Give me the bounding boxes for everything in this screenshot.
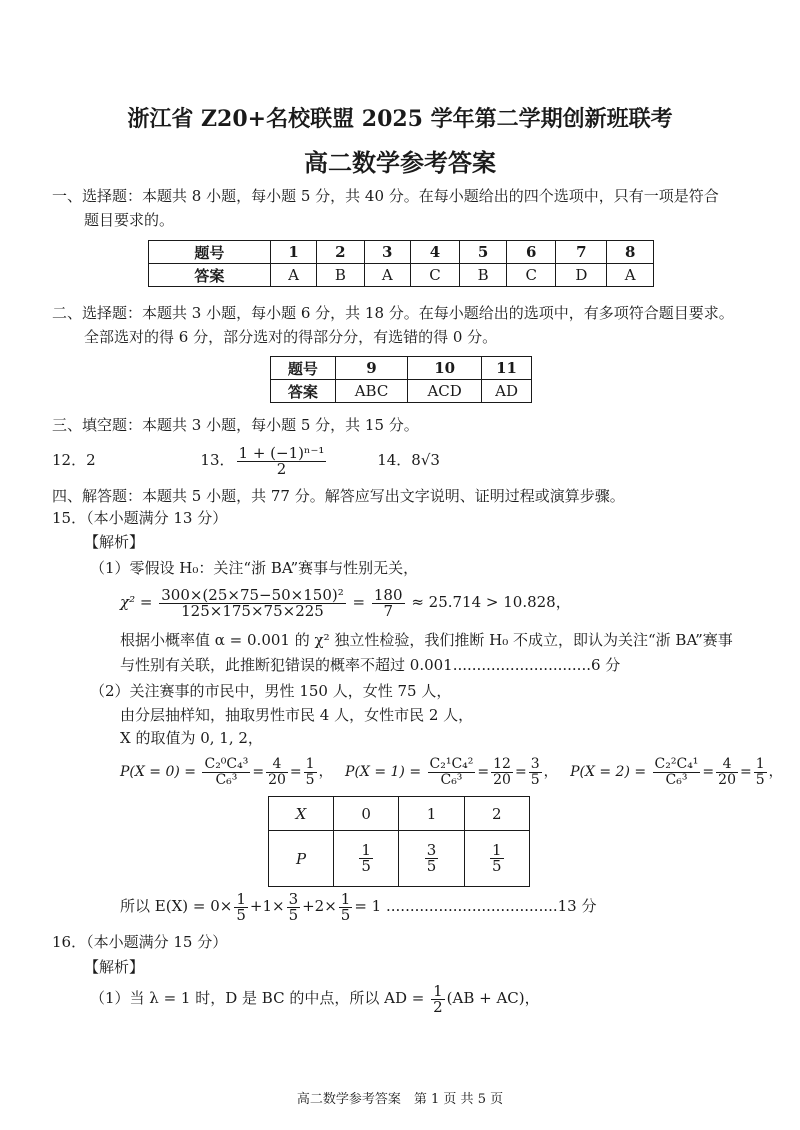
ex-term3: +2× xyxy=(302,897,337,915)
q15-part1-conclusion-2: 与性别有关联，此推断犯错误的概率不超过 0.001.............................6 分 xyxy=(120,656,621,674)
page-title: 高二数学参考答案 xyxy=(304,148,496,177)
fraction-numerator: 1 xyxy=(305,755,315,772)
dist-p-cell xyxy=(334,831,399,887)
ex-fraction-2 xyxy=(287,889,301,924)
dist-x-label: X xyxy=(269,797,334,831)
fraction-numerator: 1 xyxy=(340,889,351,908)
q16-analysis-label: 【解析】 xyxy=(84,958,145,976)
choice-answer-table-2 xyxy=(270,356,532,403)
answer-cell: C xyxy=(411,264,460,287)
dist-p-label: P xyxy=(269,831,334,887)
fraction-denominator: 20 xyxy=(268,771,286,788)
fraction-denominator: 5 xyxy=(305,771,315,788)
q15-part2-b: 由分层抽样知，抽取男性市民 4 人，女性市民 2 人， xyxy=(120,706,474,724)
q16-part1-pre: （1）当 λ = 1 时，D 是 BC 的中点，所以 AD = xyxy=(90,989,425,1007)
question-cell: 1 xyxy=(270,241,317,264)
answer-cell: AD xyxy=(482,380,532,403)
fraction-numerator: 1 xyxy=(755,755,765,772)
equals: = xyxy=(477,764,490,780)
answer-cell: D xyxy=(556,264,607,287)
px2-fraction xyxy=(653,757,701,788)
px2-lhs: P(X = 2) = xyxy=(570,764,647,780)
equals: = xyxy=(352,593,366,611)
equals: = xyxy=(739,764,752,780)
q16-part1-post: (AB + AC)， xyxy=(446,989,540,1007)
question-cell: 10 xyxy=(408,357,482,380)
fraction-numerator: C₂²C₄¹ xyxy=(654,755,699,772)
equals: = xyxy=(514,764,527,780)
fraction-numerator: 1 xyxy=(361,841,371,859)
section3-line1: 三、填空题：本题共 3 小题，每小题 5 分，共 15 分。 xyxy=(52,416,419,434)
equals: = xyxy=(252,764,265,780)
q15-part2: （2）关注赛事的市民中，男性 150 人，女性 75 人， xyxy=(90,682,452,700)
question-cell: 6 xyxy=(507,241,556,264)
ex-fraction-3 xyxy=(339,889,353,924)
question-cell: 8 xyxy=(607,241,654,264)
comma: ， xyxy=(318,764,333,780)
row-label-question: 题号 xyxy=(271,357,336,380)
fraction-denominator: C₆³ xyxy=(665,771,688,788)
fraction-denominator: 5 xyxy=(361,857,371,875)
px0-lhs: P(X = 0) = xyxy=(120,764,197,780)
chi-fraction xyxy=(159,585,346,620)
question-cell: 7 xyxy=(556,241,607,264)
fraction-denominator: 2 xyxy=(276,459,287,478)
fraction-numerator: C₂¹C₄² xyxy=(429,755,474,772)
answer-cell: ABC xyxy=(335,380,407,403)
answer-12: 12．2 xyxy=(52,451,96,469)
fraction-numerator: 12 xyxy=(493,755,511,772)
fraction-numerator: 1 xyxy=(492,841,502,859)
px0-fraction-3 xyxy=(304,757,317,788)
fraction-numerator: C₂⁰C₄³ xyxy=(204,755,249,772)
expectation-formula xyxy=(120,888,597,924)
q16-fraction xyxy=(431,981,445,1016)
fraction-numerator: 3 xyxy=(288,889,299,908)
fraction-denominator: C₆³ xyxy=(440,771,463,788)
fraction-numerator: 3 xyxy=(426,841,437,859)
q15-part1-conclusion: 根据小概率值 α = 0.001 的 χ² 独立性检验，我们推断 H₀ 不成立，即认为关注“浙 BA”赛事 xyxy=(120,631,733,649)
answer-cell: ACD xyxy=(408,380,482,403)
ex-pre: 所以 E(X) = 0× xyxy=(120,897,233,915)
distribution-table xyxy=(268,796,530,887)
chi-result: ≈ 25.714 > 10.828， xyxy=(411,593,571,611)
dist-x-cell: 0 xyxy=(334,797,399,831)
section2-line1: 二、选择题：本题共 3 小题，每小题 6 分，共 18 分。在每小题给出的选项中，有多项符合题目要求。 xyxy=(52,304,734,322)
fraction-numerator: 3 xyxy=(530,755,540,772)
question-cell: 4 xyxy=(411,241,460,264)
fraction-denominator: 5 xyxy=(236,905,246,924)
choice-answer-table-1 xyxy=(148,240,654,287)
px2-fraction-3 xyxy=(754,757,767,788)
dist-x-cell: 1 xyxy=(399,797,464,831)
row-label-question: 题号 xyxy=(149,241,271,264)
fraction-denominator: 5 xyxy=(288,905,299,924)
q16-part1 xyxy=(90,980,540,1016)
fraction-denominator: 20 xyxy=(493,771,511,788)
fraction-denominator: 125×175×75×225 xyxy=(181,601,324,620)
q15-part2-c: X 的取值为 0, 1, 2， xyxy=(120,729,263,747)
q15-analysis-label: 【解析】 xyxy=(84,533,145,551)
q16-header: 16．（本小题满分 15 分） xyxy=(52,933,228,951)
px1-fraction-3 xyxy=(529,757,542,788)
fraction-denominator: 5 xyxy=(426,857,437,875)
question-cell: 9 xyxy=(335,357,407,380)
chi-square-formula xyxy=(120,584,571,620)
ex-fraction-1 xyxy=(234,889,248,924)
section1-line1: 一、选择题：本题共 8 小题，每小题 5 分，共 40 分。在每小题给出的四个选项中，只有一项是符合 xyxy=(52,187,719,205)
fraction-numerator: 180 xyxy=(373,585,403,604)
ex-post: = 1 ....................................13 分 xyxy=(354,897,597,915)
q15-part1: （1）零假设 H₀：关注“浙 BA”赛事与性别无关， xyxy=(90,559,419,577)
exam-title: 浙江省 Z20+名校联盟 2025 学年第二学期创新班联考 xyxy=(127,106,673,132)
answer-cell: B xyxy=(460,264,507,287)
px0-fraction-2 xyxy=(266,757,288,788)
answer-13-fraction xyxy=(237,443,327,478)
question-cell: 2 xyxy=(317,241,364,264)
px0-fraction xyxy=(202,757,250,788)
dist-p-cell xyxy=(399,831,464,887)
px1-fraction-2 xyxy=(491,757,513,788)
equals: = xyxy=(702,764,715,780)
fraction-denominator: 20 xyxy=(718,771,736,788)
page-footer: 高二数学参考答案 第 1 页 共 5 页 xyxy=(296,1092,504,1107)
dist-p-fraction xyxy=(425,843,439,874)
answer-14: 14．8√3 xyxy=(377,451,440,469)
fraction-numerator: 4 xyxy=(266,757,288,773)
section4-line1: 四、解答题：本题共 5 小题，共 77 分。解答应写出文字说明、证明过程或演算步骤。 xyxy=(52,487,625,505)
question-cell: 5 xyxy=(460,241,507,264)
section1-line2: 题目要求的。 xyxy=(84,211,175,229)
answer-cell: A xyxy=(607,264,654,287)
chi-lhs: χ² = xyxy=(120,593,153,611)
dist-p-cell xyxy=(464,831,529,887)
fraction-numerator: 4 xyxy=(716,757,738,773)
row-label-answer: 答案 xyxy=(271,380,336,403)
px2-fraction-2 xyxy=(716,757,738,788)
px1-fraction xyxy=(428,757,476,788)
answer-cell: A xyxy=(364,264,411,287)
px1-lhs: P(X = 1) = xyxy=(345,764,422,780)
row-label-answer: 答案 xyxy=(149,264,271,287)
dist-p-fraction xyxy=(490,843,504,874)
fraction-denominator: 5 xyxy=(340,905,351,924)
fraction-denominator: 2 xyxy=(433,997,443,1016)
ex-term2: +1× xyxy=(249,897,285,915)
fraction-numerator: 1 xyxy=(236,889,246,908)
fraction-numerator: 300×(25×75−50×150)² xyxy=(161,585,344,604)
probability-formulas xyxy=(120,752,783,792)
fraction-denominator: 5 xyxy=(492,857,502,875)
equals: = xyxy=(289,764,302,780)
fraction-numerator: 1 + (−1)ⁿ⁻¹ xyxy=(238,443,325,462)
fill-answers xyxy=(52,443,440,477)
comma: ， xyxy=(543,764,558,780)
section2-line2: 全部选对的得 6 分，部分选对的得部分分，有选错的得 0 分。 xyxy=(84,328,498,346)
fraction-denominator: 5 xyxy=(755,771,765,788)
q15-header: 15．（本小题满分 13 分） xyxy=(52,509,228,527)
answer-cell: C xyxy=(507,264,556,287)
question-cell: 3 xyxy=(364,241,411,264)
fraction-denominator: 5 xyxy=(530,771,540,788)
comma: ， xyxy=(768,764,783,780)
question-cell: 11 xyxy=(482,357,532,380)
fraction-denominator: 7 xyxy=(383,601,393,620)
dist-x-cell: 2 xyxy=(464,797,529,831)
fraction-numerator: 1 xyxy=(433,981,443,1000)
answer-13-label: 13． xyxy=(200,451,235,469)
chi-value-fraction xyxy=(372,585,405,620)
answer-cell: B xyxy=(317,264,364,287)
dist-p-fraction xyxy=(359,843,373,874)
answer-cell: A xyxy=(270,264,317,287)
fraction-denominator: C₆³ xyxy=(215,771,238,788)
